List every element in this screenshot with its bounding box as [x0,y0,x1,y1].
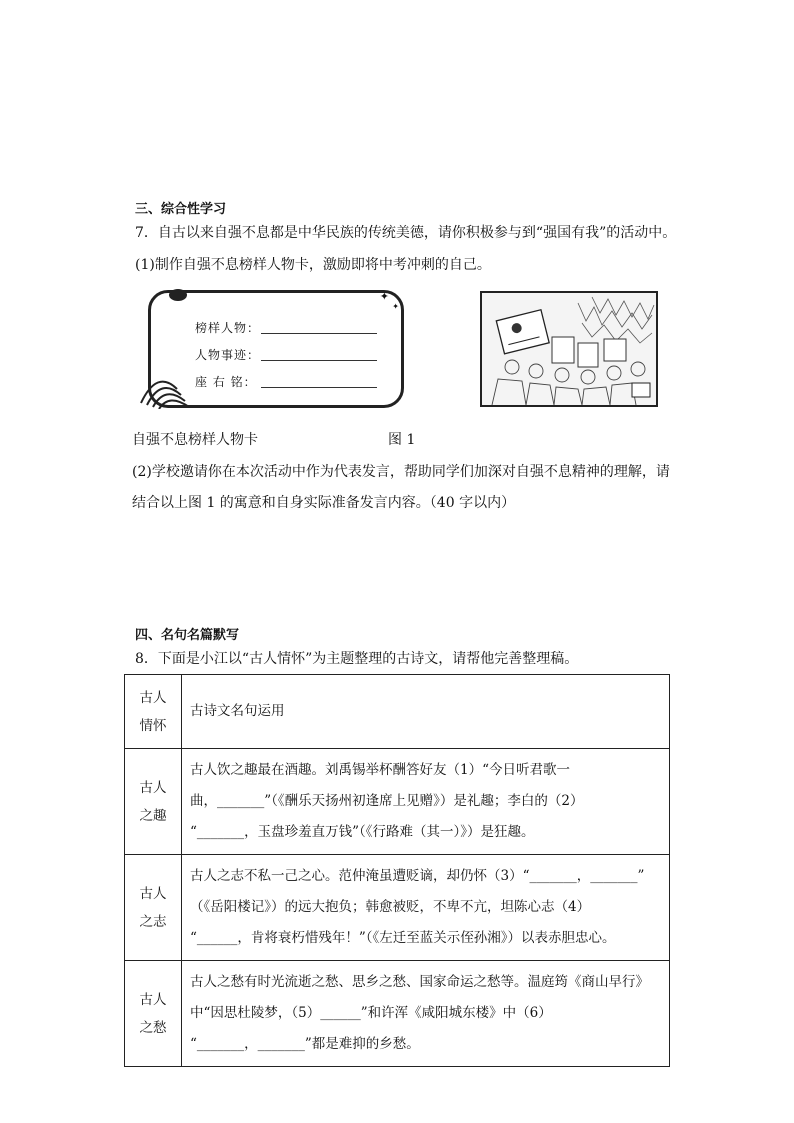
card-field-role-model-line[interactable] [261,333,377,334]
table-header-category: 古人 情怀 [125,675,182,749]
card-field-motto: 座 右 铭： [195,375,257,389]
table-row-category: 古人 之愁 [125,961,182,1067]
table-row [125,855,670,961]
table-row-content[interactable]: 古人之愁有时光流逝之愁、思乡之愁、国家命运之愁等。温庭筠《商山早行》 中“因思杜陵梦，（5）______”和许浑《咸阳城东楼》中（6） “_______，_______”都是难抑的乡愁。 [182,961,670,1067]
table-row [125,749,670,855]
figure-caption: 图 1 [388,432,416,448]
card-field-deeds: 人物事迹： [195,348,261,362]
role-model-card [148,290,404,408]
sparkle-small-icon: ✦ [392,302,399,311]
table-row [125,961,670,1067]
wave-decoration-icon [137,359,195,409]
question-7-part-2-line-2: 结合以上图 1 的寓意和自身实际准备发言内容。（40 字以内） [132,495,516,511]
question-7: 7．自古以来自强不息都是中华民族的传统美德，请你积极参与到“强国有我”的活动中。 [135,225,677,241]
poetry-table [124,674,670,1067]
ink-dot-icon [169,289,187,301]
sparkle-icon: ✦ [379,290,389,303]
table-header-row [125,675,670,749]
table-row-content[interactable]: 古人之志不私一己之心。范仲淹虽遭贬谪，却仍怀（3）“_______，_______” （《岳阳楼记》）的远大抱负；韩愈被贬，不卑不亢，坦陈心志（4） “______，肯将衰朽惜残年！”（《左迁至蓝关示侄孙湘》）以表赤胆忠心。 [182,855,670,961]
question-7-part-2-line-1: (2)学校邀请你在本次活动中作为代表发言，帮助同学们加深对自强不息精神的理解，请 [132,464,670,480]
card-field-deeds-line[interactable] [261,360,377,361]
table-row-content[interactable]: 古人饮之趣最在酒趣。刘禹锡举杯酬答好友（1）“今日听君歌一 曲，_______”（《酬乐天扬州初逢席上见赠》）是礼趣；李白的（2） “_______，玉盘珍羞直万钱”（《行路难（其一）》）是狂趣。 [182,749,670,855]
card-field-role-model: 榜样人物： [195,321,261,335]
section-4-heading: 四、名句名篇默写 [135,628,240,643]
question-8: 8．下面是小江以“古人情怀”为主题整理的古诗文，请帮他完善整理稿。 [135,651,579,667]
table-row-category: 古人 之趣 [125,749,182,855]
question-7-part-1: (1)制作自强不息榜样人物卡，激励即将中考冲刺的自己。 [135,257,491,273]
card-field-motto-line[interactable] [261,387,377,388]
table-header-content: 古诗文名句运用 [182,675,670,749]
section-3-heading: 三、综合性学习 [135,202,227,217]
figure-1-illustration [480,291,658,407]
table-row-category: 古人 之志 [125,855,182,961]
card-caption: 自强不息榜样人物卡 [132,432,258,448]
